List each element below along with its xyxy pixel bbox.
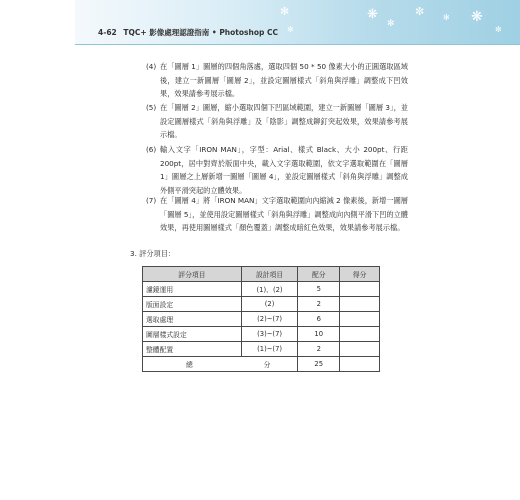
points-cell: 6 [298, 312, 340, 327]
step-item [146, 101, 408, 142]
snowflake-icon: ✼ [495, 25, 502, 34]
table-row [143, 312, 380, 327]
points-cell: 5 [298, 282, 340, 297]
page-number: 4-62 [98, 28, 117, 37]
scoring-item-cell: 整體配置 [143, 342, 242, 357]
design-item-cell: (2)~(7) [241, 312, 298, 327]
design-item-cell: (1)、(2) [241, 282, 298, 297]
points-cell: 2 [298, 342, 340, 357]
step-number: (7) [146, 196, 157, 205]
table-header-row [143, 267, 380, 282]
step-item [146, 194, 408, 235]
column-header: 得分 [340, 267, 380, 282]
total-label-left: 總 [186, 361, 193, 369]
step-text: 在「圖層 1」圖層的四個角落處，選取四個 50 * 50 像素大小的正圓選取區域後，建立一新圖層「圖層 2」，並設定圖層樣式「斜角與浮雕」調整成下凹效果，效果請參考展示檔。 [160, 62, 408, 98]
step-number: (6) [146, 145, 157, 154]
table-row [143, 342, 380, 357]
step-text: 在「圖層 2」圖層，縮小選取四個下凹區域範圍，建立一新圖層「圖層 3」，並設定圖層樣式「斜角與浮雕」及「陰影」調整成鉚釘突起效果，效果請參考展示檔。 [160, 103, 408, 139]
scoring-item-cell: 濾鏡運用 [143, 282, 242, 297]
points-cell: 2 [298, 297, 340, 312]
snowflake-icon: ✻ [387, 19, 395, 29]
step-item [146, 143, 408, 197]
table-row [143, 297, 380, 312]
column-header: 評分項目 [143, 267, 242, 282]
table-row [143, 327, 380, 342]
step-number: (5) [146, 103, 157, 112]
design-item-cell: (3)~(7) [241, 327, 298, 342]
scoring-item-cell: 版面設定 [143, 297, 242, 312]
total-label-cell [143, 357, 298, 372]
design-item-cell: (2) [241, 297, 298, 312]
scoring-section-title: 3. 評分項目： [130, 249, 176, 258]
book-title: TQC+ 影像處理認證指南 • Photoshop CC [123, 28, 278, 37]
snowflake-icon: ❋ [471, 9, 483, 25]
score-cell[interactable] [340, 342, 380, 357]
snowflake-icon: ✼ [415, 5, 425, 18]
step-text: 在「圖層 4」將「IRON MAN」文字選取範圍向內縮減 2 像素後，新增一圖層「圖層 5」，並使用設定圖層樣式「斜角與浮雕」調整成向內側平滑下凹的立體效果，再使用圖層樣式「顏色覆蓋」調整成暗紅色效果，效果請參考展示檔。 [160, 196, 408, 232]
column-header: 配分 [298, 267, 340, 282]
score-cell[interactable] [340, 297, 380, 312]
column-header: 設計項目 [241, 267, 298, 282]
scoring-table [142, 266, 380, 372]
score-cell[interactable] [340, 312, 380, 327]
step-number: (4) [146, 62, 157, 71]
header-rule [75, 44, 520, 45]
score-cell[interactable] [340, 327, 380, 342]
total-label-right: 分 [263, 361, 271, 369]
snowflake-icon: ✻ [280, 5, 290, 18]
total-score-cell[interactable] [340, 357, 380, 372]
score-cell[interactable] [340, 282, 380, 297]
total-row [143, 357, 380, 372]
snowflake-icon: ❋ [367, 7, 378, 22]
scoring-item-cell: 選取處理 [143, 312, 242, 327]
snowflake-icon: ✻ [443, 13, 450, 22]
total-points-cell: 25 [298, 357, 340, 372]
design-item-cell: (1)~(7) [241, 342, 298, 357]
scoring-item-cell: 圖層樣式設定 [143, 327, 242, 342]
table-row [143, 282, 380, 297]
step-text: 輸入文字「IRON MAN」，字型：Arial、樣式 Black、大小 200pt、行距 200pt，居中對齊於版面中央，載入文字選取範圍，依文字選取範圍在「圖層 1」圖層之上層新增一圖層「圖層 4」，並設定圖層樣式「斜角與浮雕」調整成外側平滑突起的立體效果。 [160, 145, 408, 195]
snowflake-icon: ✼ [287, 25, 294, 34]
running-header [98, 27, 282, 38]
step-item [146, 60, 408, 101]
points-cell: 10 [298, 327, 340, 342]
